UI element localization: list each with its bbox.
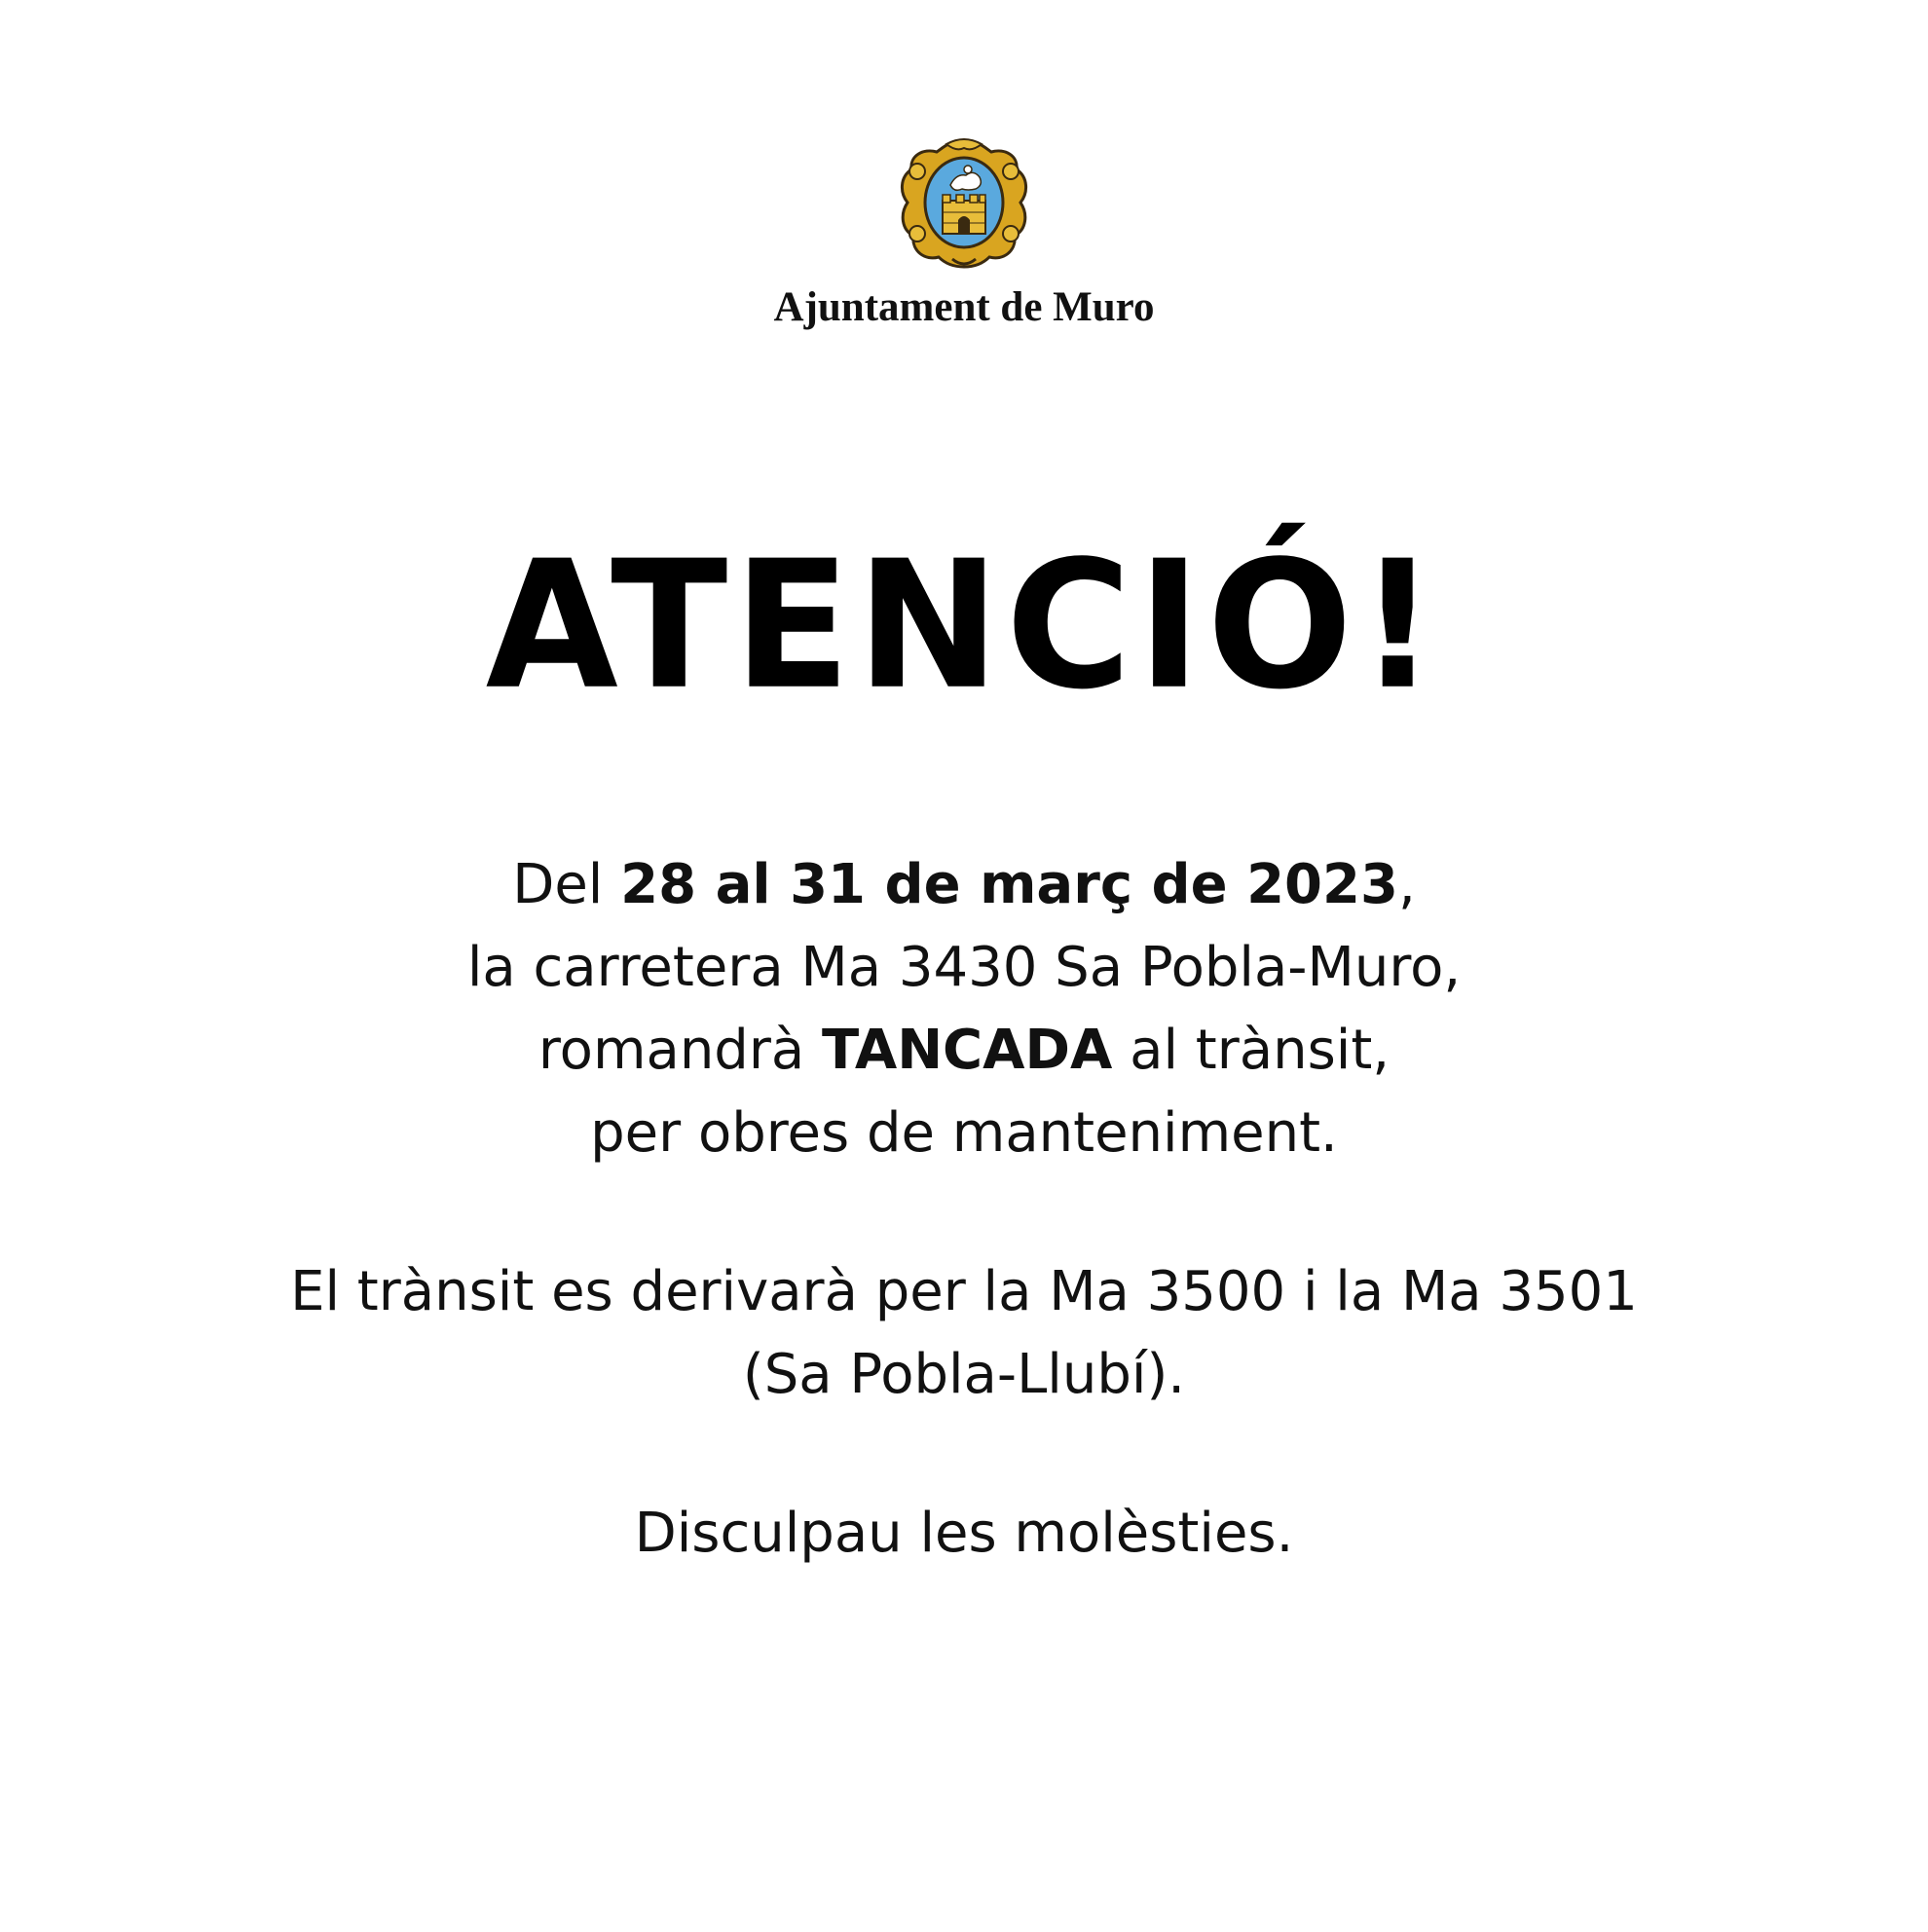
org-name: Ajuntament de Muro xyxy=(773,284,1155,330)
notice-line-reason: per obres de manteniment. xyxy=(590,1101,1338,1165)
detour-line-2: (Sa Pobla-Llubí). xyxy=(742,1343,1186,1406)
paragraph-gap xyxy=(0,1174,1928,1250)
notice-line-status xyxy=(0,1009,1928,1092)
status-suffix: al trànsit, xyxy=(1112,1019,1390,1082)
notice-line-road: la carretera Ma 3430 Sa Pobla-Muro, xyxy=(466,936,1462,999)
dates-suffix: , xyxy=(1397,853,1416,916)
headline: ATENCIÓ! xyxy=(485,522,1443,729)
apology-line: Disculpau les molèsties. xyxy=(634,1502,1294,1565)
date-range: 28 al 31 de març de 2023 xyxy=(620,853,1398,916)
closure-status: TANCADA xyxy=(822,1019,1113,1082)
header xyxy=(0,134,1928,330)
notice-message xyxy=(0,843,1928,1575)
paragraph-gap xyxy=(0,1416,1928,1492)
detour-line-1: El trànsit es derivarà per la Ma 3500 i la Ma 3501 xyxy=(290,1260,1638,1323)
status-prefix: romandrà xyxy=(538,1019,822,1082)
notice-line-dates xyxy=(0,843,1928,926)
coat-of-arms-icon xyxy=(898,134,1030,271)
dates-prefix: Del xyxy=(512,853,621,916)
